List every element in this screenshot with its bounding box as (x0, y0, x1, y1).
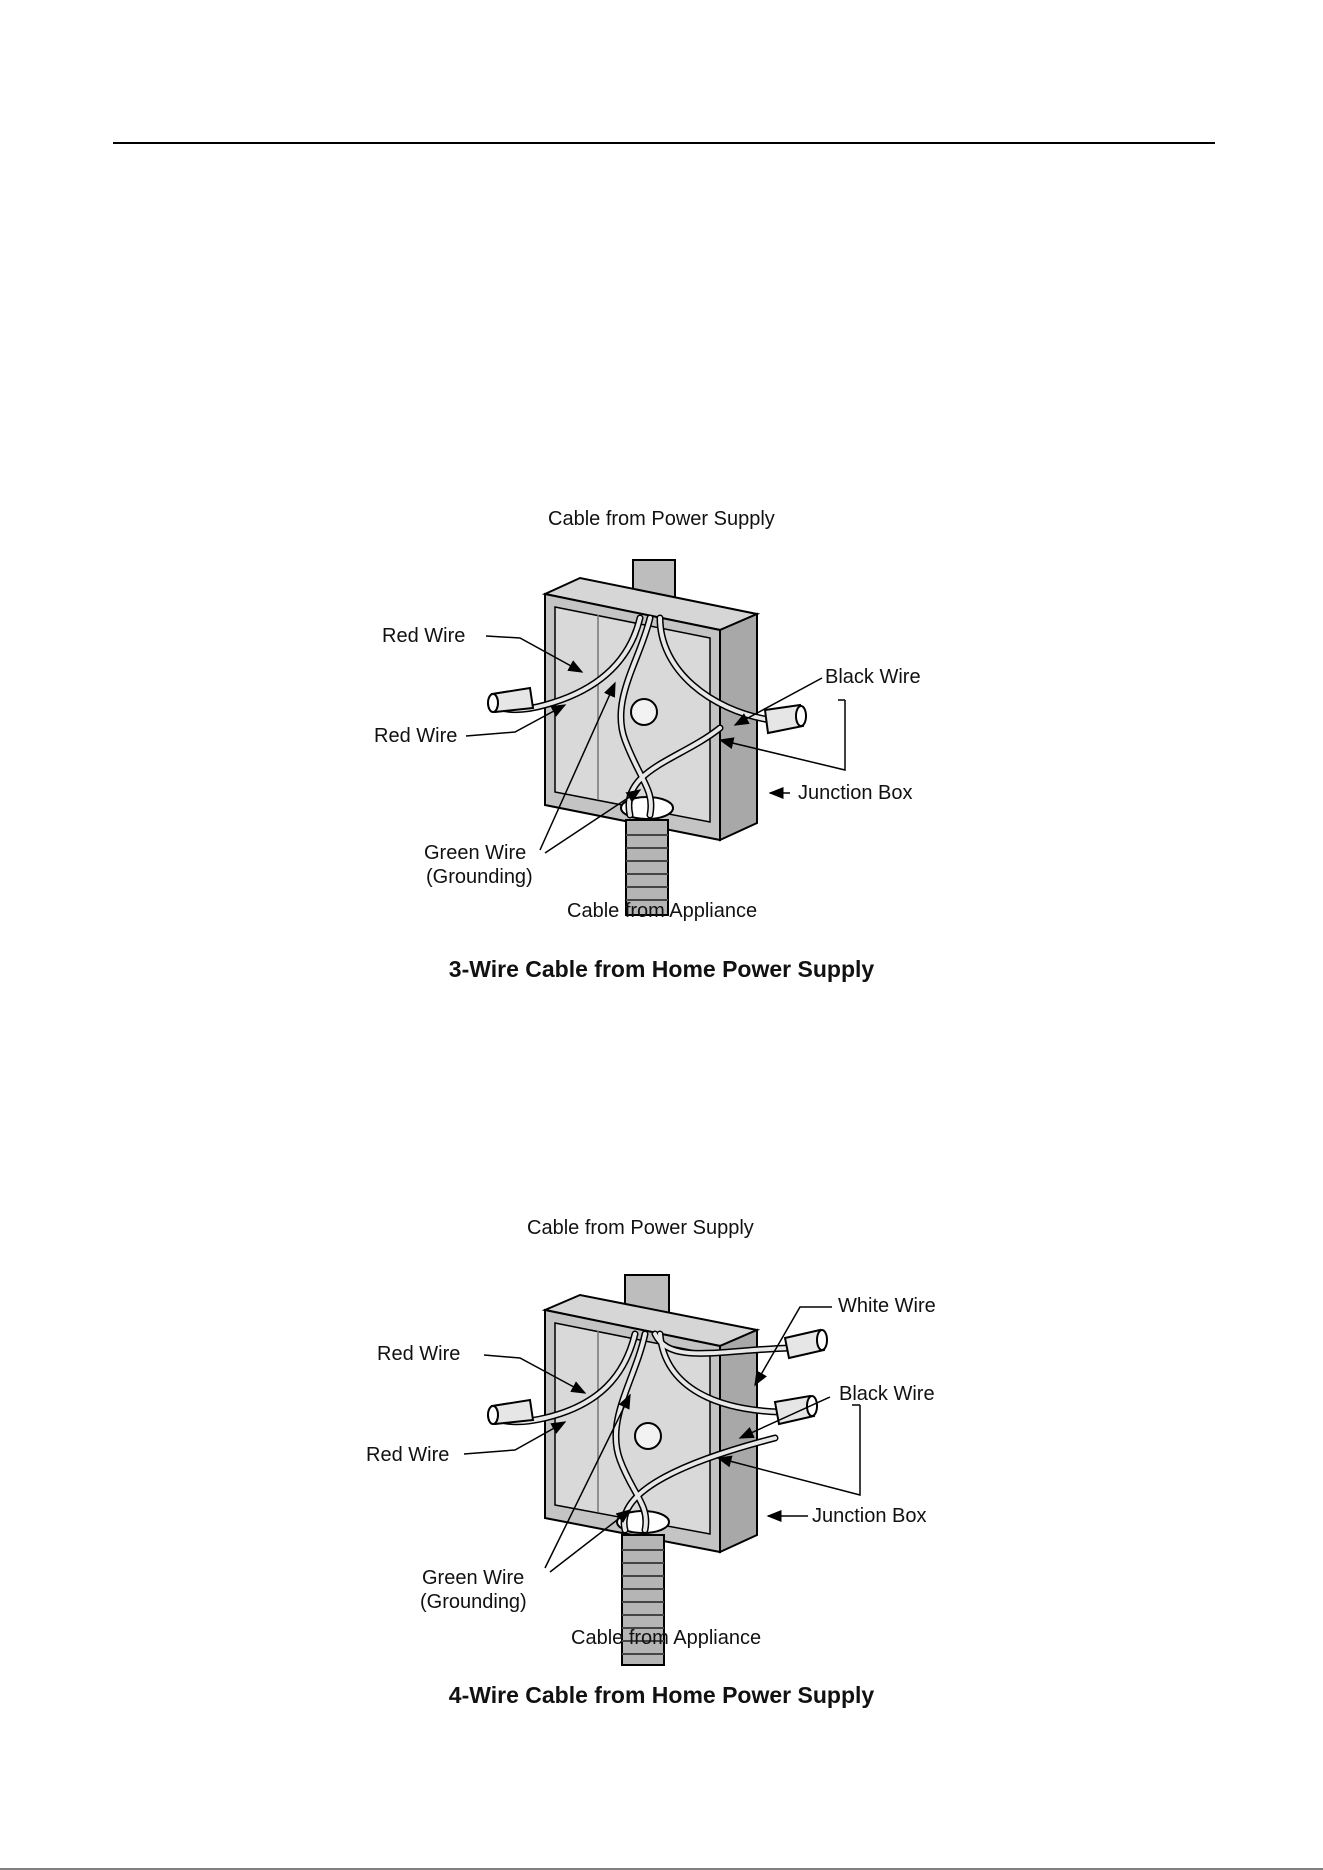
label-grounding: (Grounding) (426, 866, 533, 888)
label-junction-box: Junction Box (798, 782, 913, 804)
label-red-wire-upper: Red Wire (377, 1343, 461, 1365)
grounding-screw-icon (635, 1423, 661, 1449)
caption-4-wire: 4-Wire Cable from Home Power Supply (448, 1682, 875, 1708)
label-cable-from-appliance: Cable from Appliance (567, 900, 758, 922)
grounding-screw-icon (631, 699, 657, 725)
label-green-wire: Green Wire (424, 842, 527, 864)
label-green-wire: Green Wire (422, 1567, 525, 1589)
label-cable-from-appliance: Cable from Appliance (571, 1627, 762, 1649)
label-cable-from-power-supply: Cable from Power Supply (527, 1217, 754, 1239)
label-red-wire-lower: Red Wire (366, 1444, 450, 1466)
wire-nut-left-icon (488, 1400, 533, 1424)
wire-nut-right-icon (765, 705, 806, 733)
caption-3-wire: 3-Wire Cable from Home Power Supply (448, 956, 875, 982)
label-junction-box: Junction Box (812, 1505, 927, 1527)
label-cable-from-power-supply: Cable from Power Supply (548, 508, 775, 530)
label-red-wire-upper: Red Wire (382, 625, 466, 647)
wire-nut-left-icon (488, 688, 533, 712)
wire-nut-upper-right-icon (785, 1330, 827, 1358)
label-black-wire: Black Wire (825, 666, 921, 688)
figure-4-wire (0, 1200, 1323, 1720)
page-bottom-edge (0, 1862, 1323, 1870)
label-black-wire: Black Wire (839, 1383, 935, 1405)
label-white-wire: White Wire (838, 1295, 936, 1317)
label-grounding: (Grounding) (420, 1591, 527, 1613)
label-red-wire-lower: Red Wire (374, 725, 458, 747)
